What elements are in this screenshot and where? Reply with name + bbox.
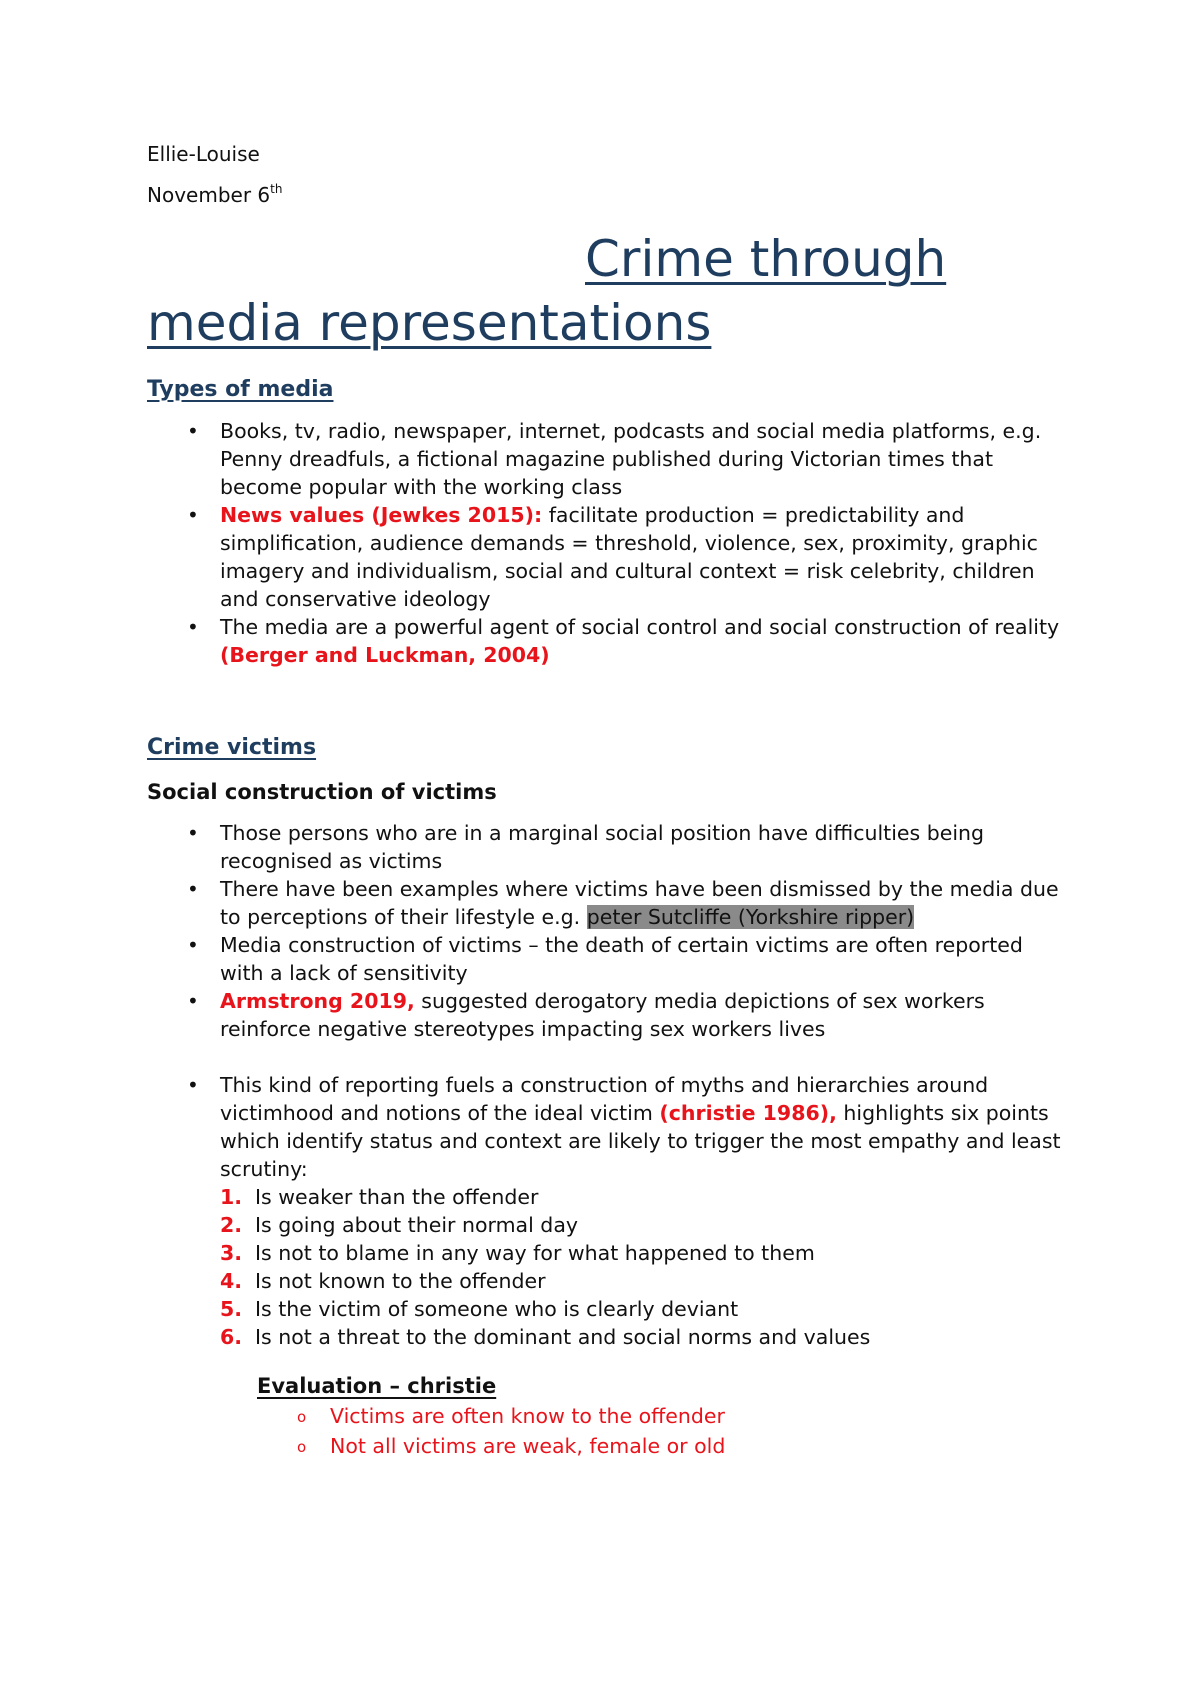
list-item-text: Victims are often know to the offender bbox=[330, 1404, 725, 1428]
evaluation-heading: Evaluation – christie bbox=[257, 1374, 497, 1398]
date bbox=[147, 181, 1067, 209]
item-text: Is going about their normal day bbox=[255, 1213, 579, 1237]
bullet-icon: • bbox=[187, 933, 199, 957]
list-item-text: This kind of reporting fuels a construction of myths and hierarchies around victimhood and notions of the ideal victim bbox=[220, 1073, 989, 1125]
item-text: Is weaker than the offender bbox=[255, 1185, 539, 1209]
list-item-text: Media construction of victims – the death of certain victims are often reported with a lack of sensitivity bbox=[220, 933, 1023, 985]
list-item bbox=[147, 987, 1067, 1043]
date-suffix: th bbox=[270, 182, 283, 196]
citation: News values (Jewkes 2015): bbox=[220, 503, 543, 527]
item-number: 6. bbox=[220, 1325, 243, 1349]
item-number: 4. bbox=[220, 1269, 243, 1293]
author-name: Ellie-Louise bbox=[147, 142, 260, 166]
list-item-text: Not all victims are weak, female or old bbox=[330, 1434, 726, 1458]
list-item bbox=[147, 819, 1067, 875]
item-text: Is not to blame in any way for what happened to them bbox=[255, 1241, 815, 1265]
bullet-icon: • bbox=[187, 1073, 199, 1097]
numbered-item bbox=[220, 1295, 1067, 1323]
ideal-victim-points bbox=[220, 1183, 1067, 1351]
list-item bbox=[147, 931, 1067, 987]
types-of-media-heading: Types of media bbox=[147, 377, 334, 402]
list-item-text: highlights six points which identify status and context are likely to trigger the most empathy and least scrutiny: bbox=[220, 1101, 1061, 1181]
bullet-icon: • bbox=[187, 419, 199, 443]
numbered-item bbox=[220, 1239, 1067, 1267]
crime-victims-heading: Crime victims bbox=[147, 735, 317, 760]
list-item-text: The media are a powerful agent of social control and social construction of reality bbox=[220, 615, 1060, 639]
bullet-icon: • bbox=[187, 821, 199, 845]
item-number: 5. bbox=[220, 1297, 243, 1321]
list-item bbox=[257, 1431, 1067, 1461]
bullet-icon: • bbox=[187, 989, 199, 1013]
list-item bbox=[147, 875, 1067, 931]
evaluation-list bbox=[257, 1401, 1067, 1461]
item-text: Is not known to the offender bbox=[255, 1269, 546, 1293]
numbered-item bbox=[220, 1267, 1067, 1295]
list-item bbox=[257, 1401, 1067, 1431]
bullet-icon: • bbox=[187, 503, 199, 527]
bullet-icon: • bbox=[187, 877, 199, 901]
circle-bullet-icon: o bbox=[297, 1438, 307, 1456]
document-body bbox=[147, 140, 1067, 1461]
title-line-1: Crime through bbox=[585, 230, 947, 288]
list-item bbox=[147, 417, 1067, 501]
page-title bbox=[147, 227, 1067, 355]
citation: (christie 1986), bbox=[659, 1101, 837, 1125]
citation: (Berger and Luckman, 2004) bbox=[220, 643, 550, 667]
item-text: Is the victim of someone who is clearly deviant bbox=[255, 1297, 739, 1321]
list-item-text: Those persons who are in a marginal social position have difficulties being recognised as victims bbox=[220, 821, 985, 873]
list-item-text: Books, tv, radio, newspaper, internet, podcasts and social media platforms, e.g. Penny dreadfuls, a fictional magazine published during Victorian times that become popular with the working class bbox=[220, 419, 1042, 499]
item-number: 3. bbox=[220, 1241, 243, 1265]
list-item-text: There have been examples where victims have been dismissed by the media due to perceptions of their lifestyle e.g. bbox=[220, 877, 1059, 929]
types-of-media-list bbox=[147, 417, 1067, 669]
numbered-item bbox=[220, 1323, 1067, 1351]
item-text: Is not a threat to the dominant and social norms and values bbox=[255, 1325, 871, 1349]
numbered-item bbox=[220, 1211, 1067, 1239]
numbered-item bbox=[220, 1183, 1067, 1211]
date-text: November 6 bbox=[147, 183, 271, 207]
bullet-icon: • bbox=[187, 615, 199, 639]
citation: Armstrong 2019, bbox=[220, 989, 415, 1013]
social-construction-subheading: Social construction of victims bbox=[147, 780, 497, 804]
item-number: 1. bbox=[220, 1185, 243, 1209]
crime-victims-list bbox=[147, 819, 1067, 1351]
highlighted-text: peter Sutcliffe (Yorkshire ripper) bbox=[586, 905, 915, 929]
title-line-2: media representations bbox=[147, 294, 712, 352]
list-item bbox=[147, 501, 1067, 613]
list-item bbox=[147, 613, 1067, 669]
circle-bullet-icon: o bbox=[297, 1408, 307, 1426]
list-item-text: suggested derogatory media depictions of sex workers reinforce negative stereotypes impacting sex workers lives bbox=[220, 989, 985, 1041]
list-item-text: facilitate production = predictability and simplification, audience demands = threshold, violence, sex, proximity, graphic imagery and individualism, social and cultural context = risk celebrity, children and conservative ideology bbox=[220, 503, 1038, 611]
list-spacer bbox=[147, 1043, 1067, 1071]
item-number: 2. bbox=[220, 1213, 243, 1237]
list-item bbox=[147, 1071, 1067, 1351]
